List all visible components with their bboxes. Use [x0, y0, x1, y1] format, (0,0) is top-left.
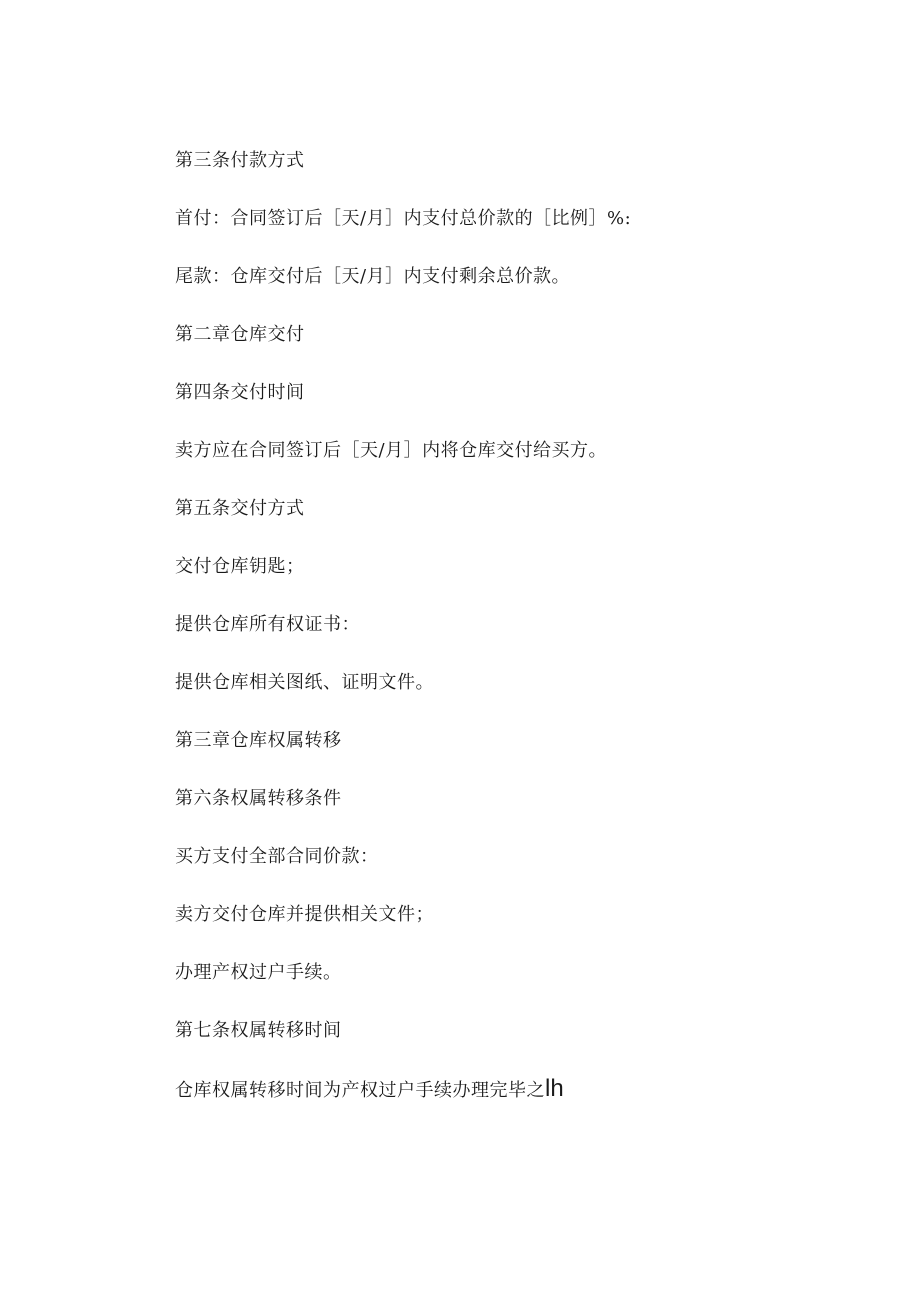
article-heading-delivery-time: 第四条交付时间	[175, 382, 305, 403]
document-body	[175, 146, 875, 1132]
article-heading-transfer-time: 第七条权属转移时间	[175, 1020, 342, 1041]
clause-down-payment: 首付：合同签订后［天/月］内支付总价款的［比例］%:	[175, 208, 632, 229]
article-heading-transfer-conditions: 第六条权属转移条件	[175, 788, 342, 809]
chapter-heading-ownership-transfer: 第三章仓库权属转移	[175, 730, 342, 751]
clause-drawings-documents: 提供仓库相关图纸、证明文件。	[175, 672, 434, 693]
clause-final-payment: 尾款：仓库交付后［天/月］内支付剩余总价款。	[175, 266, 571, 287]
clause-transfer-time-tail: lh	[545, 1075, 564, 1102]
chapter-heading-warehouse-delivery: 第二章仓库交付	[175, 324, 305, 345]
clause-title-transfer-procedure: 办理产权过户手续。	[175, 962, 342, 983]
article-heading-payment-method: 第三条付款方式	[175, 150, 305, 171]
clause-transfer-time-text: 仓库权属转移时间为产权过户手续办理完毕之	[175, 1080, 545, 1101]
clause-full-payment: 买方支付全部合同价款：	[175, 846, 379, 867]
clause-transfer-time	[175, 1074, 875, 1132]
clause-deliver-keys: 交付仓库钥匙；	[175, 556, 305, 577]
article-heading-delivery-method: 第五条交付方式	[175, 498, 305, 519]
clause-deliver-warehouse-documents: 卖方交付仓库并提供相关文件；	[175, 904, 434, 925]
clause-delivery-deadline: 卖方应在合同签订后［天/月］内将仓库交付给买方。	[175, 440, 608, 461]
clause-ownership-certificate: 提供仓库所有权证书：	[175, 614, 360, 635]
